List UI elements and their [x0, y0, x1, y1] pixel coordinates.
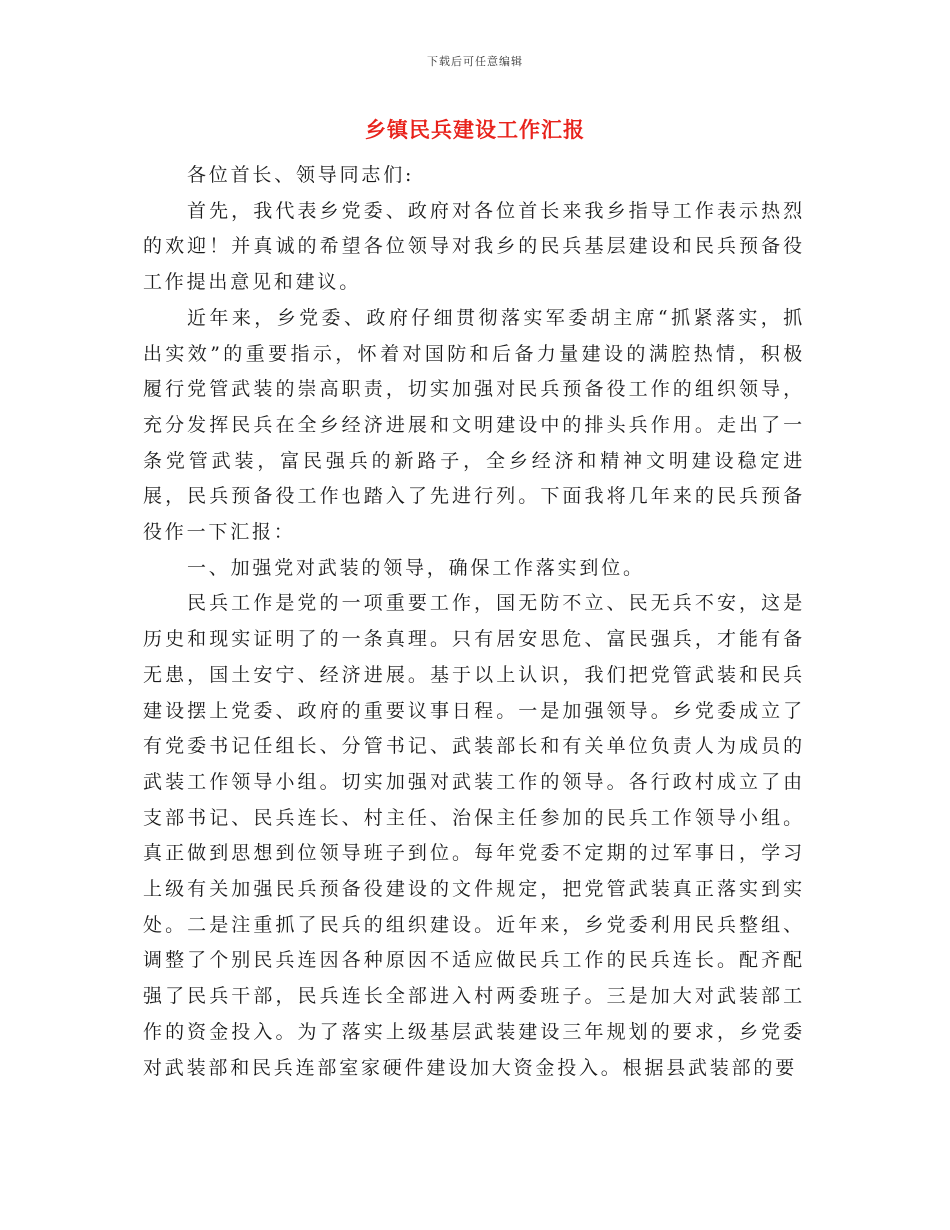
- salutation-paragraph: 各位首长、领导同志们:: [187, 164, 415, 186]
- section-heading: 一、加强党对武装的领导，确保工作落实到位。: [187, 556, 645, 579]
- page-header-note: 下载后可任意编辑: [427, 55, 523, 68]
- body-paragraph: 首先，我代表乡党委、政府对各位首长来我乡指导工作表示热烈的欢迎！并真诚的希望各位领导对我乡的民兵基层建设和民兵预备役工作提出意见和建议。: [143, 199, 805, 294]
- document-title: 乡镇民兵建设工作汇报: [365, 117, 585, 142]
- body-paragraph: 近年来，乡党委、政府仔细贯彻落实军委胡主席“抓紧落实，抓出实效”的重要指示，怀着对国防和后备力量建设的满腔热情，积极履行党管武装的崇高职责，切实加强对民兵预备役工作的组织领导，充分发挥民兵在全乡经济进展和文明建设中的排头兵作用。走出了一条党管武装，富民强兵的新路子，全乡经济和精神文明建设稳定进展，民兵预备役工作也踏入了先进行列。下面我将几年来的民兵预备役作一下汇报：: [143, 306, 805, 544]
- body-paragraph: 民兵工作是党的一项重要工作，国无防不立、民无兵不安，这是历史和现实证明了的一条真理。只有居安思危、富民强兵，才能有备无患，国土安宁、经济进展。基于以上认识，我们把党管武装和民兵建设摆上党委、政府的重要议事日程。一是加强领导。乡党委成立了有党委书记任组长、分管书记、武装部长和有关单位负责人为成员的武装工作领导小组。切实加强对武装工作的领导。各行政村成立了由支部书记、民兵连长、村主任、治保主任参加的民兵工作领导小组。真正做到思想到位领导班子到位。每年党委不定期的过军事日，学习上级有关加强民兵预备役建设的文件规定，把党管武装真正落实到实处。二是注重抓了民兵的组织建设。近年来，乡党委利用民兵整组、调整了个别民兵连因各种原因不适应做民兵工作的民兵连长。配齐配强了民兵干部，民兵连长全部进入村两委班子。三是加大对武装部工作的资金投入。为了落实上级基层武装建设三年规划的要求，乡党委对武装部和民兵连部室家硬件建设加大资金投入。根据县武装部的要: [143, 592, 805, 1079]
- document-body: [143, 158, 805, 1086]
